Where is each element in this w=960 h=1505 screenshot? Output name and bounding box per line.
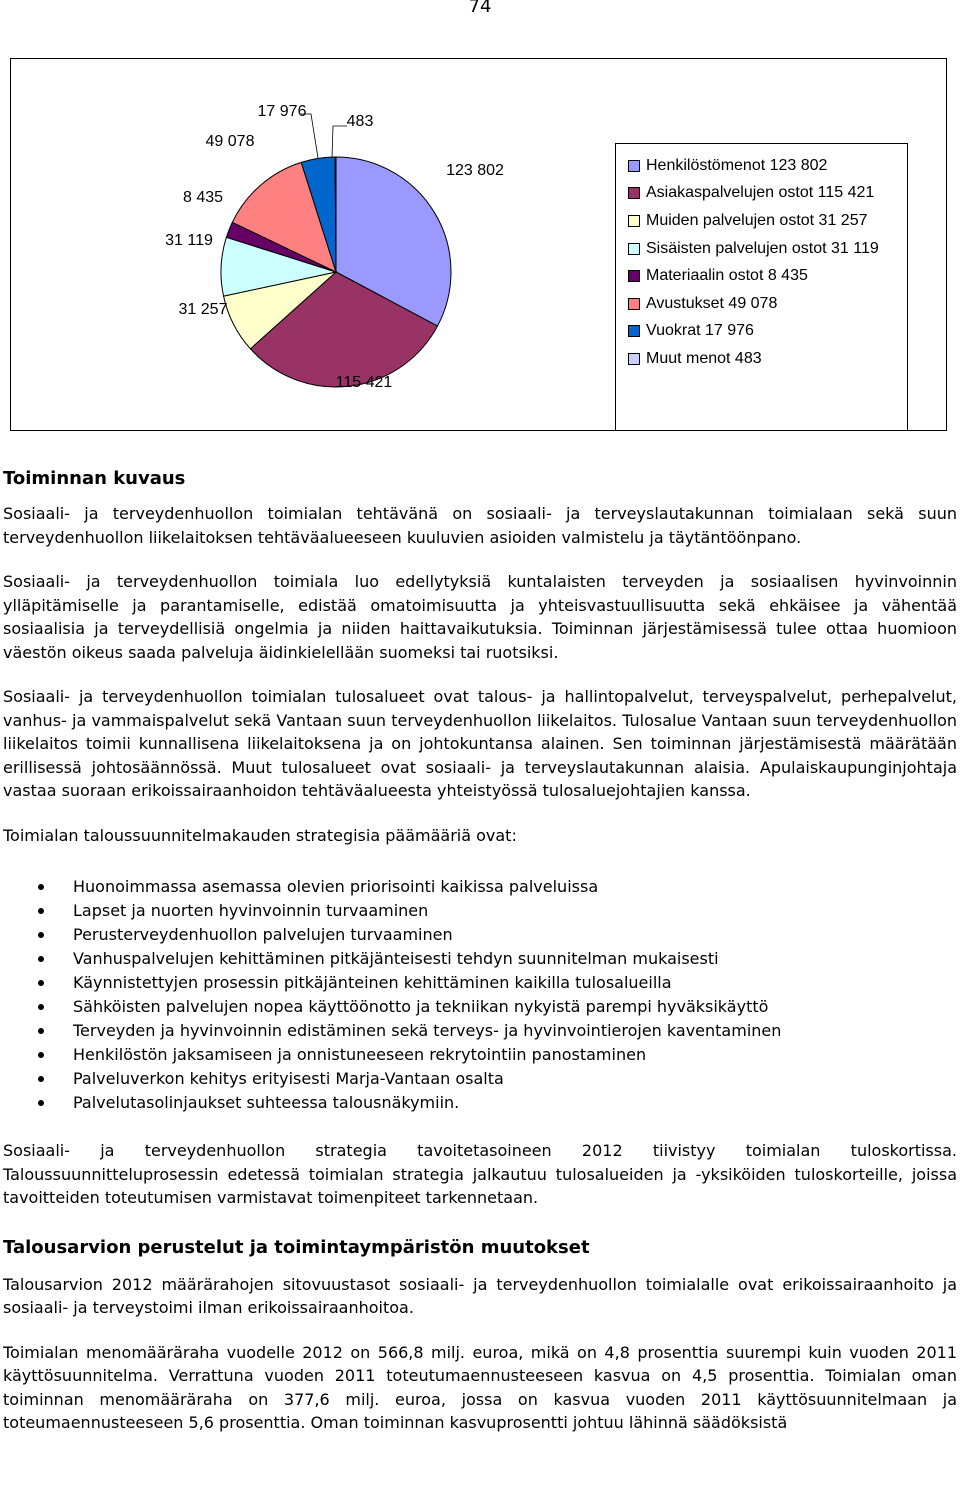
legend-swatch xyxy=(628,243,640,255)
strategic-goals-list xyxy=(3,875,957,1115)
list-item: Henkilöstön jaksamiseen ja onnistuneeseen rekrytointiin panostaminen xyxy=(3,1043,957,1067)
legend-swatch xyxy=(628,325,640,337)
legend-label: Avustukset 49 078 xyxy=(646,294,778,312)
slice-data-label: 115 421 xyxy=(335,374,393,391)
bullet-icon xyxy=(38,1076,44,1082)
slice-data-label: 17 976 xyxy=(257,103,307,120)
list-item: Lapset ja nuorten hyvinvoinnin turvaaminen xyxy=(3,899,957,923)
legend-label: Muiden palvelujen ostot 31 257 xyxy=(646,211,868,229)
legend-swatch xyxy=(628,160,640,172)
bullet-icon xyxy=(38,980,44,986)
legend-label: Muut menot 483 xyxy=(646,349,762,367)
legend-swatch xyxy=(628,298,640,310)
paragraph: Sosiaali- ja terveydenhuollon toimialan tehtävänä on sosiaali- ja terveyslautakunnan toimialaan sekä suun terveydenhuollon liikelaitoksen tehtäväalueeseen kuuluvien asioiden valmistelu ja täytäntöönpano. xyxy=(3,504,957,547)
chart-legend xyxy=(615,143,908,431)
slice-data-label: 8 435 xyxy=(182,189,224,206)
slice-data-label: 31 119 xyxy=(165,232,213,249)
bullet-icon xyxy=(38,908,44,914)
bullet-icon xyxy=(38,884,44,890)
legend-swatch xyxy=(628,270,640,282)
section-heading-toiminnan-kuvaus: Toiminnan kuvaus xyxy=(3,468,186,489)
bullet-icon xyxy=(38,1028,44,1034)
page-number: 74 xyxy=(468,0,492,17)
legend-item xyxy=(616,152,907,180)
slice-data-label: 123 802 xyxy=(446,162,504,179)
slice-data-label: 483 xyxy=(346,113,374,130)
paragraph: Talousarvion 2012 määrärahojen sitovuustasot sosiaali- ja terveydenhuollon toimialalle ovat erikoissairaanhoito ja sosiaali- ja terveystoimi ilman erikoissairaanhoitoa. xyxy=(3,1274,957,1317)
list-item: Käynnistettyjen prosessin pitkäjänteinen kehittäminen kaikilla tulosalueilla xyxy=(3,971,957,995)
legend-label: Sisäisten palvelujen ostot 31 119 xyxy=(646,239,879,257)
leader-line xyxy=(332,126,347,158)
goals-intro: Toimialan taloussuunnitelmakauden strategisia päämääriä ovat: xyxy=(3,825,517,845)
legend-item xyxy=(616,345,907,373)
paragraph: Sosiaali- ja terveydenhuollon strategia tavoitetasoineen 2012 tiivistyy toimialan tuloskortissa. Taloussuunnitteluprosessin edetessä toimialan strategia jalkautuu tulosalueiden ja -yksiköiden tuloskorteille, joissa tavoitteiden toteutumisen varmistavat toimenpiteet tarkennetaan. xyxy=(3,1141,957,1207)
legend-label: Henkilöstömenot 123 802 xyxy=(646,156,828,174)
list-item: Palvelutasolinjaukset suhteessa talousnäkymiin. xyxy=(3,1091,957,1115)
legend-label: Vuokrat 17 976 xyxy=(646,322,754,340)
legend-swatch xyxy=(628,187,640,199)
list-item: Terveyden ja hyvinvoinnin edistäminen sekä terveys- ja hyvinvointierojen kaventaminen xyxy=(3,1019,957,1043)
paragraph: Toimialan menomääräraha vuodelle 2012 on 566,8 milj. euroa, mikä on 4,8 prosenttia suurempi kuin vuoden 2011 käyttösuunnitelma. Verrattuna vuoden 2011 toteutumaennusteeseen kasvua on 4,5 prosenttia. Toimialan oman toiminnan menomääräraha on 377,6 milj. euroa, jossa on kasvua vuoden 2011 käyttösuunnitelmaan ja toteumaennusteeseen 5,6 prosenttia. Oman toiminnan kasvuprosentti johtuu lähinnä säädöksistä xyxy=(3,1342,957,1432)
bullet-icon xyxy=(38,932,44,938)
legend-item xyxy=(616,290,907,318)
legend-label: Asiakaspalvelujen ostot 115 421 xyxy=(646,184,875,202)
section-heading-talousarvion-perustelut: Talousarvion perustelut ja toimintaympäristön muutokset xyxy=(3,1236,590,1258)
legend-swatch xyxy=(628,353,640,365)
list-item: Sähköisten palvelujen nopea käyttöönotto ja tekniikan nykyistä parempi hyväksikäyttö xyxy=(3,995,957,1019)
bullet-icon xyxy=(38,956,44,962)
legend-item xyxy=(616,262,907,290)
slice-data-label: 31 257 xyxy=(178,301,228,318)
expense-pie-chart xyxy=(10,58,947,431)
bullet-icon xyxy=(38,1052,44,1058)
list-item: Palveluverkon kehitys erityisesti Marja-Vantaan osalta xyxy=(3,1067,957,1091)
paragraph: Sosiaali- ja terveydenhuollon toimialan tulosalueet ovat talous- ja hallintopalvelut, terveyspalvelut, perhepalvelut, vanhus- ja vammaispalvelut sekä Vantaan suun terveydenhuollon liikelaitos. Tulosalue Vantaan suun terveydenhuollon liikelaitos toimii kunnallisena liikelaitoksena ja on johtokuntansa alainen. Sen toiminnan järjestämisestä määrätään erillisessä johtosäännössä. Muut tulosalueet ovat sosiaali- ja terveyslautakunnan alaisia. Apulaiskaupunginjohtaja vastaa suoraan erikoissairaanhoidon tehtäväalueesta yhteistyössä tulosaluejohtajien kanssa. xyxy=(3,687,957,800)
list-item: Perusterveydenhuollon palvelujen turvaaminen xyxy=(3,923,957,947)
bullet-icon xyxy=(38,1100,44,1106)
paragraph: Sosiaali- ja terveydenhuollon toimiala luo edellytyksiä kuntalaisten terveyden ja sosiaalisen hyvinvoinnin ylläpitämiselle ja parantamiselle, edistää omatoimisuutta ja yhteisvastuullisuutta sekä ehkäisee ja vähentää sosiaalisia ja terveydellisiä ongelmia ja niiden haittavaikutuksia. Toiminnan järjestämisessä tulee ottaa huomioon väestön oikeus saada palveluja äidinkielellään suomeksi tai ruotsiksi. xyxy=(3,572,957,662)
bullet-icon xyxy=(38,1004,44,1010)
list-item: Vanhuspalvelujen kehittäminen pitkäjänteisesti tehdyn suunnitelman mukaisesti xyxy=(3,947,957,971)
legend-item xyxy=(616,318,907,346)
list-item: Huonoimmassa asemassa olevien priorisointi kaikissa palveluissa xyxy=(3,875,957,899)
slice-data-label: 49 078 xyxy=(205,133,255,150)
page-content xyxy=(3,466,957,1435)
legend-label: Materiaalin ostot 8 435 xyxy=(646,267,808,285)
legend-item xyxy=(616,207,907,235)
leader-line xyxy=(301,114,318,158)
legend-item xyxy=(616,235,907,263)
legend-swatch xyxy=(628,215,640,227)
legend-item xyxy=(616,180,907,208)
